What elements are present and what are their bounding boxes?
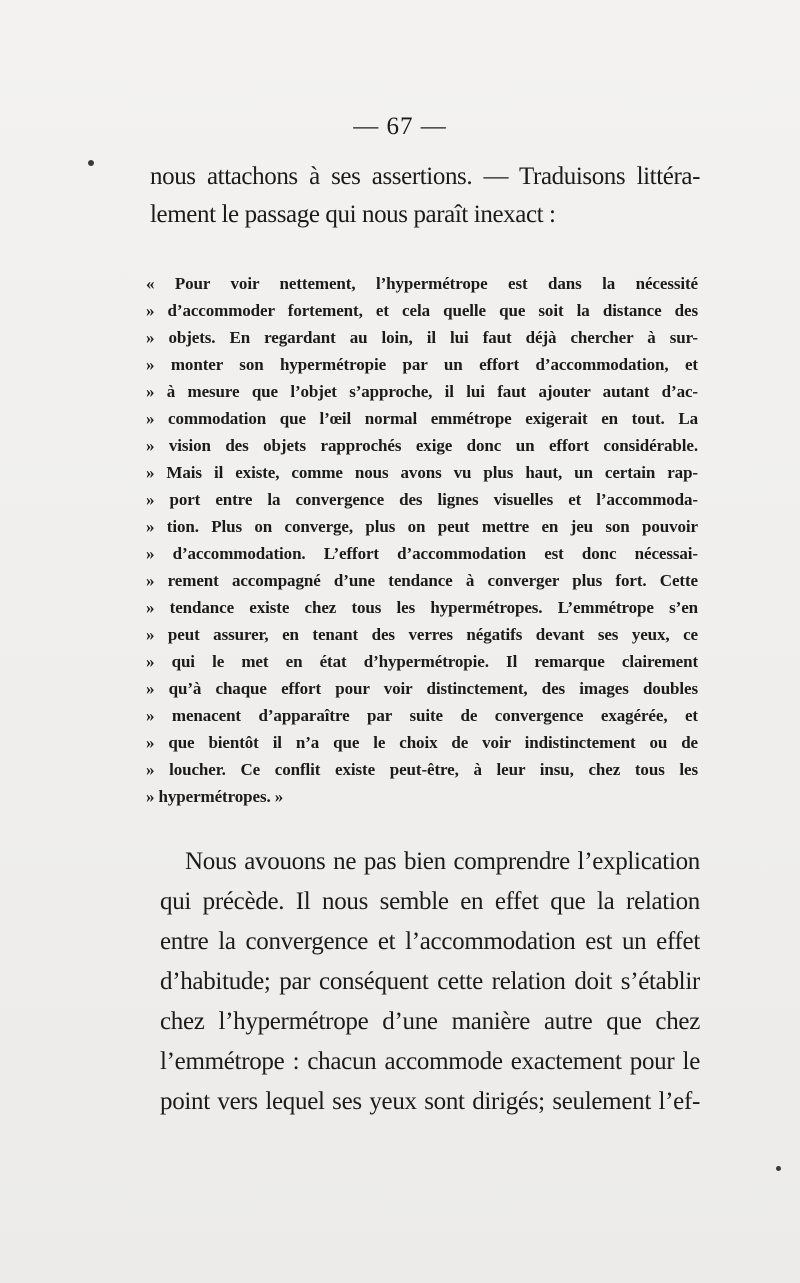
quote-line: » hypermétropes. » — [146, 787, 284, 806]
text-line: lement le passage qui nous paraît inexact : — [150, 201, 556, 228]
quote-line: » qui le met en état d’hypermétropie. Il remarque clairement — [146, 652, 698, 671]
quote-line: » commodation que l’œil normal emmétrope exigerait en tout. La — [146, 409, 698, 428]
quote-line: » menacent d’apparaître par suite de convergence exagérée, et — [146, 706, 698, 725]
quote-line: » qu’à chaque effort pour voir distinctement, des images doubles — [146, 679, 698, 698]
quote-line: « Pour voir nettement, l’hypermétrope est dans la nécessité — [146, 274, 698, 293]
quote-line: » que bientôt il n’a que le choix de voir indistinctement ou de — [146, 733, 698, 752]
quote-line: » objets. En regardant au loin, il lui faut déjà chercher à sur- — [146, 328, 698, 347]
text-line: entre la convergence et l’accommodation est un effet — [160, 928, 700, 955]
text-line: point vers lequel ses yeux sont dirigés; seulement l’ef- — [160, 1088, 700, 1115]
quote-line: » tion. Plus on converge, plus on peut mettre en jeu son pouvoir — [146, 517, 698, 536]
quote-line: » tendance existe chez tous les hypermétropes. L’emmétrope s’en — [146, 598, 698, 617]
text-line: chez l’hypermétrope d’une manière autre que chez — [160, 1008, 700, 1035]
quote-line: » loucher. Ce conflit existe peut-être, à leur insu, chez tous les — [146, 760, 698, 779]
quote-line: » d’accommodation. L’effort d’accommodation est donc nécessai- — [146, 544, 698, 563]
ink-speck — [88, 160, 94, 166]
page-number: — 67 — — [353, 113, 447, 140]
text-line: l’emmétrope : chacun accommode exactement pour le — [160, 1048, 700, 1075]
quote-line: » peut assurer, en tenant des verres négatifs devant ses yeux, ce — [146, 625, 698, 644]
quote-line: » à mesure que l’objet s’approche, il lui faut ajouter autant d’ac- — [146, 382, 698, 401]
quote-line: » d’accommoder fortement, et cela quelle que soit la distance des — [146, 301, 698, 320]
quote-line: » monter son hypermétropie par un effort d’accommodation, et — [146, 355, 698, 374]
text-line: nous attachons à ses assertions. — Traduisons littéra- — [150, 163, 700, 190]
text-line: Nous avouons ne pas bien comprendre l’explication — [185, 848, 700, 875]
text-line: qui précède. Il nous semble en effet que la relation — [160, 888, 700, 915]
ink-speck — [776, 1166, 781, 1171]
text-line: d’habitude; par conséquent cette relation doit s’établir — [160, 968, 700, 995]
quote-line: » Mais il existe, comme nous avons vu plus haut, un certain rap- — [146, 463, 698, 482]
quote-line: » port entre la convergence des lignes visuelles et l’accommoda- — [146, 490, 698, 509]
quote-line: » rement accompagné d’une tendance à converger plus fort. Cette — [146, 571, 698, 590]
quote-line: » vision des objets rapprochés exige donc un effort considérable. — [146, 436, 698, 455]
